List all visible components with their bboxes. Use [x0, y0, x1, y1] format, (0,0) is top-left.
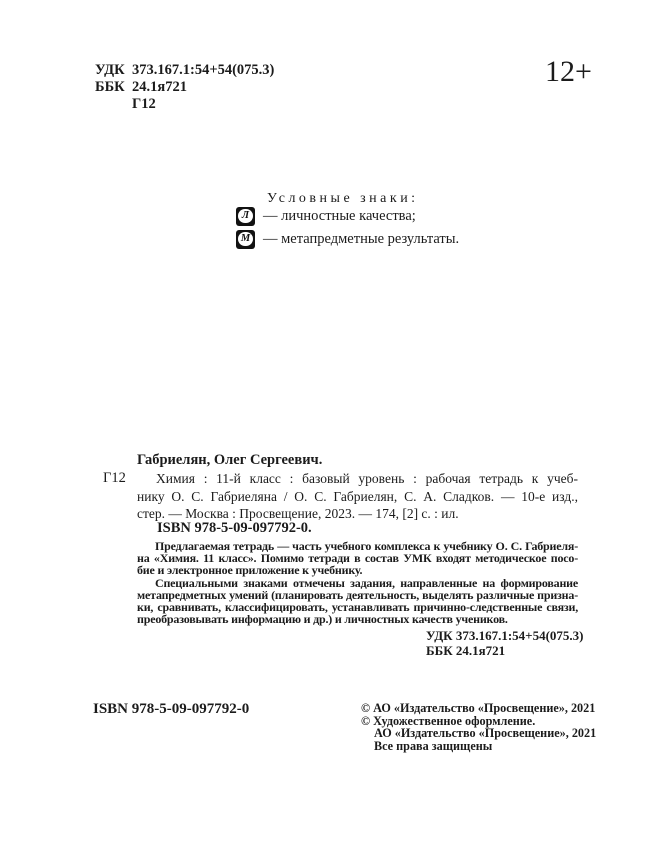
biblio-line: стер. — Москва : Просвещение, 2023. — 174, [2] с. : ил.: [137, 506, 459, 521]
annotation-line: ки, сравнивать, классифицировать, устанавливать причинно-следственные связи,: [137, 600, 578, 615]
biblio-line: нику О. С. Габриеляна / О. С. Габриелян, С. А. Сладков. — 10-е изд.,: [137, 488, 578, 504]
biblio-line: Химия : 11-й класс : базовый уровень : рабочая тетрадь к учеб-: [156, 471, 578, 486]
udk-label: УДК: [95, 62, 125, 78]
copyright-line: АО «Издательство «Просвещение», 2021: [374, 726, 597, 741]
legend-item-metasubject: [236, 229, 459, 249]
metasubject-results-icon: [236, 230, 255, 249]
author-code-top: Г12: [132, 96, 156, 112]
personal-qualities-icon: [236, 207, 255, 226]
legend-item-label: — метапредметные результаты.: [263, 230, 460, 247]
personal-qualities-icon-letter: Л: [238, 209, 253, 224]
bbk-value: 24.1я721: [132, 79, 187, 95]
bbk-row: [95, 79, 274, 96]
udk-bbk-bottom: [426, 628, 584, 658]
annotation-line: Специальными знаками отмечены задания, направленные на формирование: [155, 575, 578, 590]
author-code-row: [95, 96, 274, 113]
udk-value: 373.167.1:54+54(075.3): [132, 62, 275, 78]
metasubject-results-icon-letter: М: [238, 232, 253, 247]
bbk-label: ББК: [95, 79, 125, 95]
author-code: Г12: [103, 470, 126, 486]
annotation-line: Предлагаемая тетрадь — часть учебного комплекса к учебнику О. С. Габриеля-: [155, 539, 578, 553]
bbk-bottom: ББК 24.1я721: [426, 643, 506, 658]
annotation: [137, 540, 578, 625]
legend-title: Условные знаки:: [267, 191, 419, 206]
legend-item-label: — личностные качества;: [263, 207, 416, 224]
udk-row: [95, 62, 274, 79]
copyright-line: Все права защищены: [374, 738, 493, 753]
footer-isbn: ISBN 978-5-09-097792-0: [93, 701, 250, 717]
copyright-line: © Художественное оформление.: [361, 713, 536, 728]
bibliographic-entry: [137, 470, 578, 523]
annotation-line: бие и электронное приложение к учебнику.: [137, 563, 363, 578]
annotation-line: на «Химия. 11 класс». Помимо тетради в состав УМК входят методическое посо-: [137, 551, 578, 566]
isbn-line: ISBN 978-5-09-097792-0.: [157, 520, 312, 536]
copyright-line: © АО «Издательство «Просвещение», 2021: [361, 701, 596, 715]
age-rating-badge: 12+: [545, 55, 592, 88]
classification-block: [95, 62, 274, 113]
copyright-block: [361, 702, 596, 752]
author-name: Габриелян, Олег Сергеевич.: [137, 452, 323, 468]
annotation-line: метапредметных умений (планировать деятельность, выделять различные призна-: [137, 587, 578, 602]
annotation-line: преобразовывать информацию и др.) и личностных качеств учеников.: [137, 612, 508, 627]
legend-item-personal: [236, 206, 416, 226]
udk-bottom: УДК 373.167.1:54+54(075.3): [426, 628, 584, 643]
